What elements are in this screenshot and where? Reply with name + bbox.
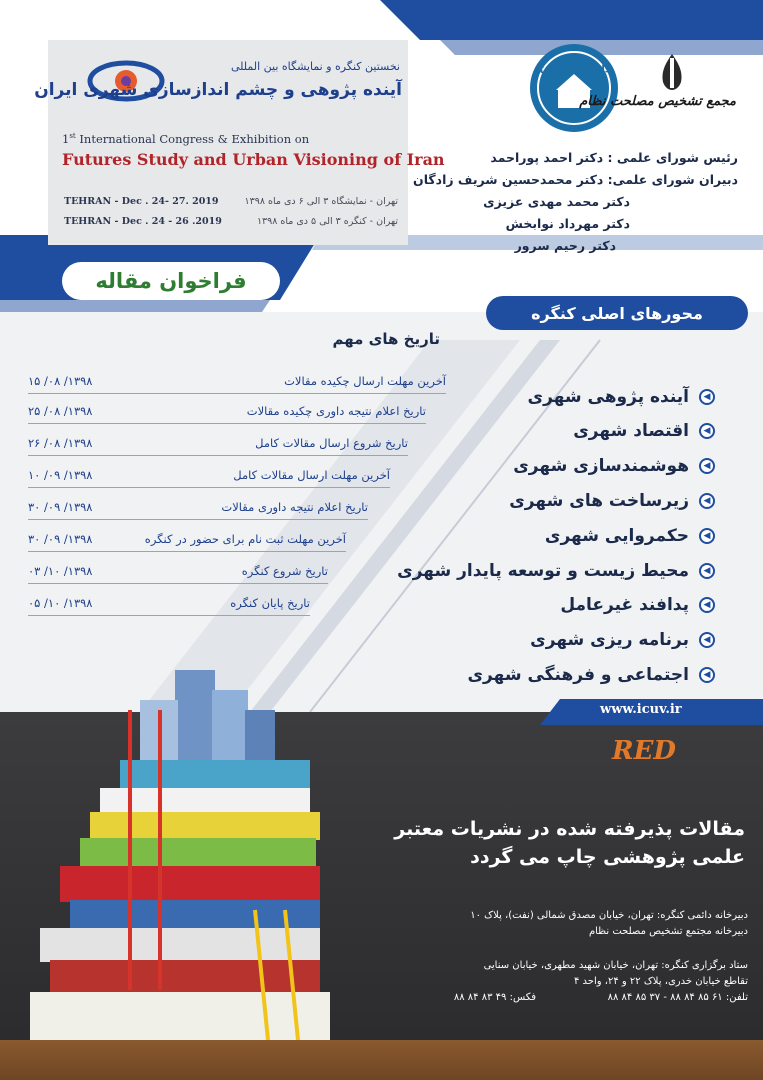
call-for-papers-badge: فراخوان مقاله — [62, 262, 280, 300]
chevron-left-icon: ◀ — [699, 493, 715, 509]
date-label: تاریخ اعلام نتیجه داوری مقالات — [221, 500, 368, 514]
publish-line-1: مقالات پذیرفته شده در نشریات معتبر — [394, 818, 745, 840]
axis-item-3 — [513, 451, 715, 481]
committee-line-1: رئیس شورای علمی : دکتر احمد پوراحمد — [490, 150, 738, 165]
axis-item-4 — [509, 486, 715, 516]
axis-item-1 — [528, 382, 715, 412]
date-value: ۱۳۹۸/ ۱۰/ ۰۵ — [28, 596, 93, 610]
chevron-left-icon: ◀ — [699, 528, 715, 544]
date-row-2 — [28, 400, 426, 422]
secretariat-line-2: دبیرخانه مجتمع تشخیص مصلحت نظام — [588, 926, 748, 937]
axis-label: اجتماعی و فرهنگی شهری — [467, 665, 689, 685]
date-label: آخرین مهلت ارسال چکیده مقالات — [284, 374, 446, 388]
date-row-5 — [28, 496, 368, 518]
title-en-line1 — [62, 132, 309, 146]
secretariat-line-1: دبیرخانه دائمی کنگره: تهران، خیابان مصدق شمالی (نفت)، پلاک ۱۰ — [470, 910, 748, 921]
axis-label: حکمروایی شهری — [544, 526, 689, 546]
axis-item-5 — [545, 521, 715, 551]
title-fa-big: آینده پژوهی و چشم اندازسازی شهری ایران — [34, 80, 402, 100]
axes-title-badge: محورهای اصلی کنگره — [486, 296, 748, 330]
phone-text: تلفن: ۶۱ ۸۵ ۸۴ ۸۸ - ۳۷ ۸۵ ۸۴ ۸۸ — [607, 992, 748, 1003]
chevron-left-icon: ◀ — [699, 667, 715, 683]
date-row-1 — [28, 370, 446, 392]
event2-en: TEHRAN - Dec . 24 - 26 .2019 — [64, 216, 222, 227]
date-label: تاریخ پایان کنگره — [230, 596, 310, 610]
date-label: تاریخ شروع ارسال مقالات کامل — [255, 436, 408, 450]
committee-line-4: دکتر مهرداد نوابخش — [505, 216, 630, 231]
date-value: ۱۳۹۸/ ۰۸/ ۲۶ — [28, 436, 93, 450]
date-divider — [28, 455, 408, 456]
date-row-4 — [28, 464, 390, 486]
date-divider — [28, 423, 426, 424]
axis-label: هوشمندسازی شهری — [513, 456, 689, 476]
chevron-left-icon: ◀ — [699, 632, 715, 648]
hq-line-2: تقاطع خیابان خدری، پلاک ۲۲ و ۲۴، واحد ۴ — [573, 976, 748, 987]
chevron-left-icon: ◀ — [699, 458, 715, 474]
date-label: آخرین مهلت ارسال مقالات کامل — [233, 468, 390, 482]
committee-line-2: دبیران شورای علمی: دکتر محمدحسین شریف زادگان — [413, 172, 738, 187]
date-value: ۱۳۹۸/ ۰۹/ ۳۰ — [28, 532, 93, 546]
publish-line-2: علمی پژوهشی چاپ می گردد — [470, 846, 745, 868]
website-link[interactable]: www.icuv.ir — [600, 702, 682, 717]
date-value: ۱۳۹۸/ ۰۹/ ۳۰ — [28, 500, 93, 514]
date-divider — [28, 583, 328, 584]
event2-fa: تهران - کنگره ۳ الی ۵ دی ماه ۱۳۹۸ — [256, 216, 398, 227]
committee-line-5: دکتر رحیم سرور — [514, 238, 616, 253]
axis-label: برنامه ریزی شهری — [530, 630, 689, 650]
date-row-7 — [28, 560, 328, 582]
axis-label: آینده پژوهی شهری — [527, 387, 689, 407]
chevron-left-icon: ◀ — [699, 423, 715, 439]
date-row-8 — [28, 592, 310, 614]
title-en-line2: Futures Study and Urban Visioning of Iran — [62, 150, 445, 169]
axis-item-8 — [530, 625, 715, 655]
title-en-sup: st — [69, 132, 76, 141]
date-divider — [28, 519, 368, 520]
date-divider — [28, 393, 446, 394]
axis-label: پدافند غیرعامل — [560, 595, 689, 615]
date-value: ۱۳۹۸/ ۰۸/ ۲۵ — [28, 404, 93, 418]
chevron-left-icon: ◀ — [699, 389, 715, 405]
axis-label: محیط زیست و توسعه پایدار شهری — [397, 561, 689, 581]
seal-caption: دانشگاه تهران — [540, 64, 610, 75]
title-fa-small: نخستین کنگره و نمایشگاه بین المللی — [230, 60, 400, 73]
axis-item-7 — [560, 590, 715, 620]
chevron-left-icon: ◀ — [699, 597, 715, 613]
expediency-council-caption: مجمع تشخیص مصلحت نظام — [579, 94, 736, 109]
date-label: آخرین مهلت ثبت نام برای حضور در کنگره — [144, 532, 346, 546]
fax-text: فکس: ۴۹ ۸۳ ۸۴ ۸۸ — [453, 992, 536, 1003]
date-label: تاریخ شروع کنگره — [241, 564, 328, 578]
date-value: ۱۳۹۸/ ۰۹/ ۱۰ — [28, 468, 93, 482]
date-value: ۱۳۹۸/ ۰۸/ ۱۵ — [28, 374, 93, 388]
partner-logo: RED — [612, 736, 676, 766]
wooden-table — [0, 1040, 763, 1080]
dates-title: تاریخ های مهم — [332, 330, 440, 348]
date-divider — [28, 615, 310, 616]
date-row-6 — [28, 528, 346, 550]
university-seal-logo — [528, 42, 620, 134]
event1-fa: تهران - نمایشگاه ۳ الی ۶ دی ماه ۱۳۹۸ — [244, 196, 398, 207]
committee-line-3: دکتر محمد مهدی عزیزی — [483, 194, 630, 209]
date-row-3 — [28, 432, 408, 454]
axis-label: زیرساخت های شهری — [509, 491, 689, 511]
title-en-number: 1 — [62, 132, 70, 146]
axis-item-6 — [397, 556, 715, 586]
title-en-text: International Congress & Exhibition on — [79, 132, 310, 146]
event1-en: TEHRAN - Dec . 24- 27. 2019 — [64, 196, 219, 207]
iran-emblem-icon — [655, 52, 689, 92]
hq-line-1: ستاد برگزاری کنگره: تهران، خیابان شهید مطهری، خیابان سنایی — [483, 960, 748, 971]
chevron-left-icon: ◀ — [699, 563, 715, 579]
books-buildings-illustration — [0, 660, 340, 1080]
date-divider — [28, 551, 346, 552]
date-divider — [28, 487, 390, 488]
axis-item-2 — [573, 416, 715, 446]
date-label: تاریخ اعلام نتیجه داوری چکیده مقالات — [246, 404, 426, 418]
axis-item-9 — [467, 660, 715, 690]
date-value: ۱۳۹۸/ ۱۰/ ۰۳ — [28, 564, 93, 578]
axis-label: اقتصاد شهری — [573, 421, 689, 441]
